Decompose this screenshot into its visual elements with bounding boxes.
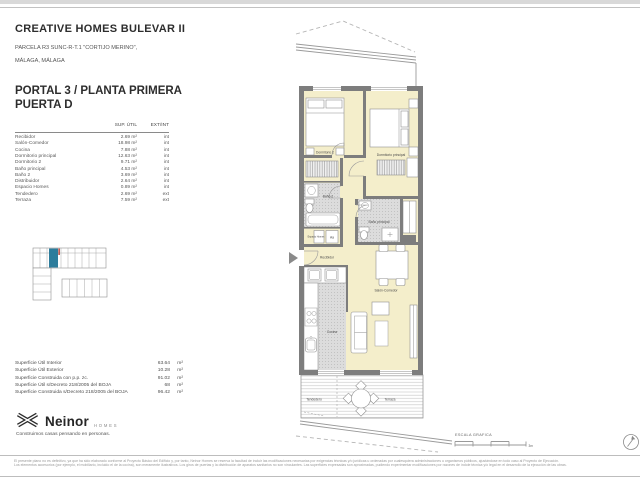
table-row: Terraza 7.59 m² ext: [15, 198, 169, 204]
city-subtitle: MÁLAGA, MÁLAGA: [15, 58, 65, 64]
scale-title: ESCALA GRAFICA: [455, 433, 492, 437]
neinor-logo-icon: [15, 411, 40, 429]
label-washer: Aa: [329, 235, 335, 240]
brand-sub: HOMES: [93, 422, 119, 428]
summary-row: Superficie Útil Interior 63.64 m²: [15, 361, 183, 367]
unit-title: [15, 84, 182, 112]
table-row: Dormitorio 2 9.71 m² int: [15, 160, 169, 166]
col-sup-util: SUP. ÚTIL: [114, 123, 137, 128]
dining-table-icon: [376, 251, 408, 279]
sheet-top-bar: [0, 0, 640, 4]
label-tendedero: Tendedero: [306, 397, 322, 402]
highlighted-unit: [49, 249, 58, 268]
label-bano-principal: Baño principal: [368, 220, 390, 224]
hall-closet-icon: [306, 161, 338, 177]
summary-row: Superficie Construida con p.p. zc. 91.02 m²: [15, 375, 183, 381]
scale-end-label: 3m: [528, 444, 533, 448]
brand-name: Neinor: [45, 414, 89, 429]
scale-bar: [455, 433, 533, 448]
sheet-top-rule: [0, 7, 640, 8]
table-row: Dormitorio principal 12.63 m² int: [15, 153, 169, 159]
label-salon: Salón-Comedor: [374, 288, 398, 293]
north-arrow-icon: [624, 435, 639, 450]
unit-title-line2: PUERTA D: [15, 99, 73, 111]
key-plan: [33, 248, 107, 300]
table-row: Espacio Homes 0.89 m² int: [15, 185, 169, 191]
page-title: CREATIVE HOMES BULEVAR II: [15, 23, 186, 35]
wardrobe-icon: [377, 160, 405, 175]
table-row: Tendedero 2.69 m² ext: [15, 191, 169, 197]
footer-rule-top: [0, 455, 640, 456]
brand-tagline: Construimos casas pensando en personas.: [16, 431, 111, 437]
disclaimer-line2: Los elementos accesorios (por ejemplo, el mobiliario, incluido el de la cocina), son meramente ilustrativos. Los giros de puertas y la distribución de aparatos sanitarios no son vinculantes. Las superficies expresadas son aproximadas, pudiendo experimentar modificaciones por razones de índole técnica y/o legal en el desarrollo de la ejecución de las obras.: [14, 463, 567, 468]
floor-plan: [289, 86, 423, 418]
sofa-icon: [351, 312, 367, 353]
table-row: Recibidor 2.69 m² int: [15, 135, 169, 141]
label-espacio-homes: Espacio Homes: [307, 235, 325, 239]
parcel-subtitle: PARCELA R3 SUNC-R-T.1 "CORTIJO MERINO",: [15, 45, 138, 51]
neinor-logo: [15, 411, 195, 437]
table-row: Salón-Comedor 18.98 m² int: [15, 141, 169, 147]
disclaimer-line1: El presente plano no es definitivo, ya que ha sido elaborado conforme al Proyecto Básico del Edificio y, por tanto, Neinor Homes se reserva la facultad de incluir las modificaciones necesarias por exigencias técnicas y/o jurídicas u ordenadas por cualesquiera administraciones u organismos públicos, ajustándose en todo caso al Proyecto de Ejecución.: [14, 458, 560, 463]
label-bano2: Baño 2: [322, 194, 334, 199]
legal-disclaimer: [14, 459, 626, 469]
table-row: Baño 2 3.69 m² int: [15, 172, 169, 178]
armchair-icon: [375, 321, 388, 346]
footer-rule-bottom: [0, 476, 640, 477]
table-row: Distribuidor 2.64 m² int: [15, 179, 169, 185]
stove-icon: [305, 308, 317, 326]
summary-row: Superficie Útil Exterior 10.28 m²: [15, 368, 183, 374]
table-row: Baño principal 4.53 m² int: [15, 166, 169, 172]
table-row: Cocina 7.88 m² int: [15, 147, 169, 153]
tv-bench-icon: [410, 305, 417, 358]
label-cocina: Cocina: [326, 330, 338, 334]
label-terraza: Terraza: [384, 397, 396, 402]
unit-title-line1: PORTAL 3 / PLANTA PRIMERA: [15, 85, 182, 97]
terrace-area: [301, 375, 423, 418]
areas-table: [15, 124, 169, 205]
label-dormitorio-principal: Dormitorio principal: [376, 153, 406, 157]
label-dormitorio2: Dormitorio 2: [316, 150, 334, 155]
wardrobe-column: [403, 201, 416, 242]
coffee-table-icon: [372, 302, 389, 315]
summary-row: Superficie Construida s/Decreto 218/2005 del BOJA 96.42 m²: [15, 390, 183, 396]
areas-table-header: [15, 124, 169, 133]
col-ext-int: EXT/INT: [150, 123, 169, 128]
summary-table: [15, 361, 183, 397]
summary-row: Superficie Útil s/Decreto 218/2005 del BOJA 68 m²: [15, 383, 183, 389]
entrance-arrow-icon: [289, 252, 298, 264]
label-recibidor: Recibidor: [320, 255, 334, 260]
closet-icon: [407, 158, 418, 177]
